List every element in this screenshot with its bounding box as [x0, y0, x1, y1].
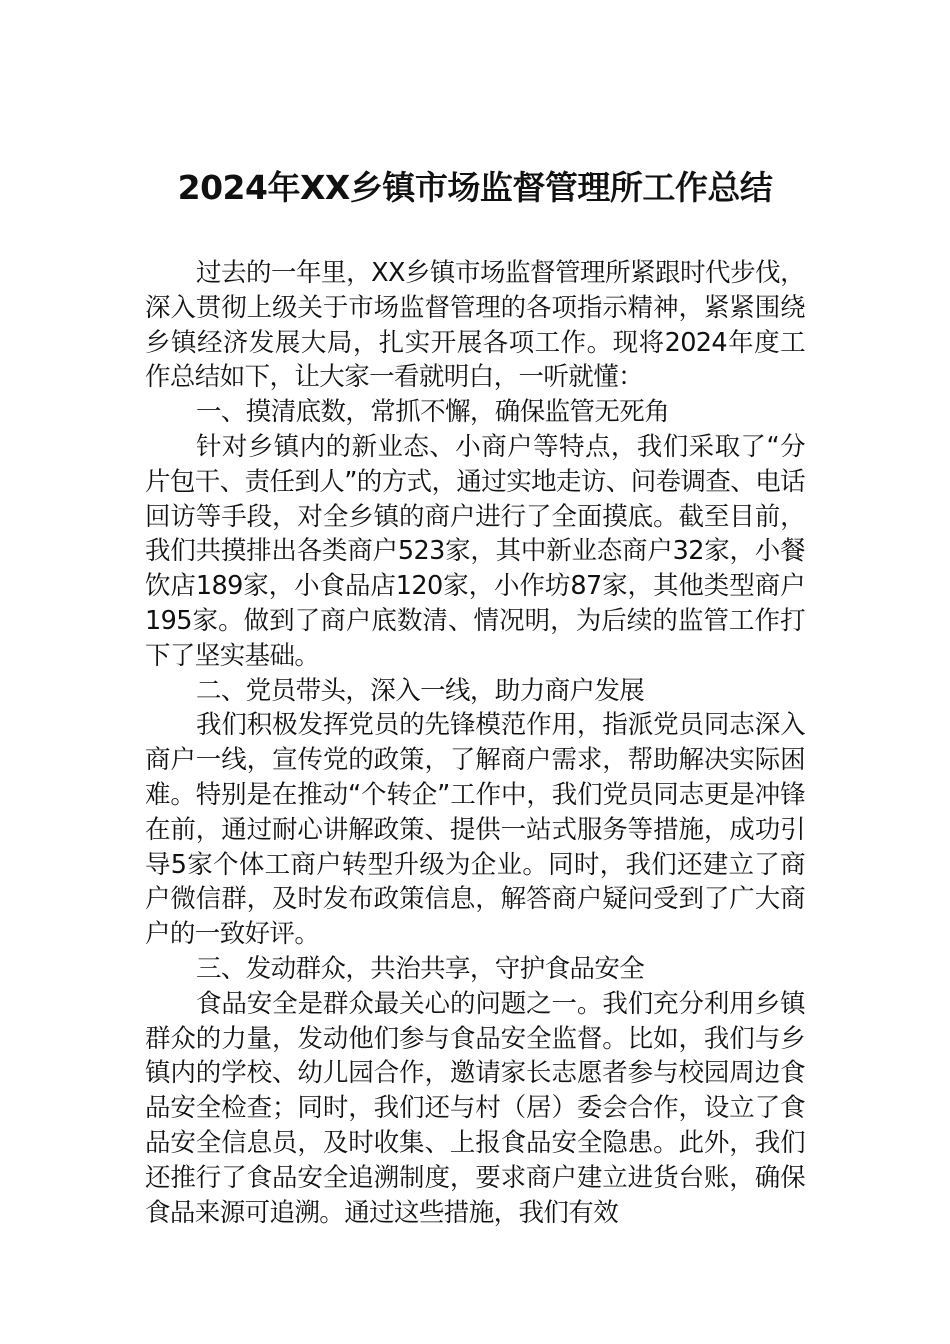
section-heading-2: 二、党员带头，深入一线，助力商户发展: [196, 675, 645, 706]
intro-paragraph: 过去的一年里，XX乡镇市场监督管理所紧跟时代步伐，深入贯彻上级关于市场监督管理的各项指示精神，紧紧围绕乡镇经济发展大局，扎实开展各项工作。现将2024年度工作总结如下，让大家一看就明白，一听就懂：: [145, 258, 805, 393]
section-paragraph-3: 食品安全是群众最关心的问题之一。我们充分利用乡镇群众的力量，发动他们参与食品安全监督。比如，我们与乡镇内的学校、幼儿园合作，邀请家长志愿者参与校园周边食品安全检查；同时，我们还与村（居）委会合作，设立了食品安全信息员，及时收集、上报食品安全隐患。此外，我们还推行了食品安全追溯制度，要求商户建立进货台账，确保食品来源可追溯。通过这些措施，我们有效: [145, 988, 805, 1228]
section-heading-3: 三、发动群众，共治共享，守护食品安全: [196, 953, 645, 984]
section-paragraph-2: 我们积极发挥党员的先锋模范作用，指派党员同志深入商户一线，宣传党的政策，了解商户需求，帮助解决实际困难。特别是在推动“个转企”工作中，我们党员同志更是冲锋在前，通过耐心讲解政策、提供一站式服务等措施，成功引导5家个体工商户转型升级为企业。同时，我们还建立了商户微信群，及时发布政策信息，解答商户疑问受到了广大商户的一致好评。: [145, 710, 805, 950]
page-title: 2024年XX乡镇市场监督管理所工作总结: [177, 168, 773, 207]
section-heading-1: 一、摸清底数，常抓不懈，确保监管无死角: [196, 397, 670, 428]
section-paragraph-1: 针对乡镇内的新业态、小商户等特点，我们采取了“分片包干、责任到人”的方式，通过实地走访、问卷调查、电话回访等手段，对全乡镇的商户进行了全面摸底。截至目前，我们共摸排出各类商户523家，其中新业态商户32家，小餐饮店189家，小食品店120家，小作坊87家，其他类型商户195家。做到了商户底数清、情况明，为后续的监管工作打下了坚实基础。: [145, 431, 806, 671]
document-body: [145, 256, 805, 1230]
